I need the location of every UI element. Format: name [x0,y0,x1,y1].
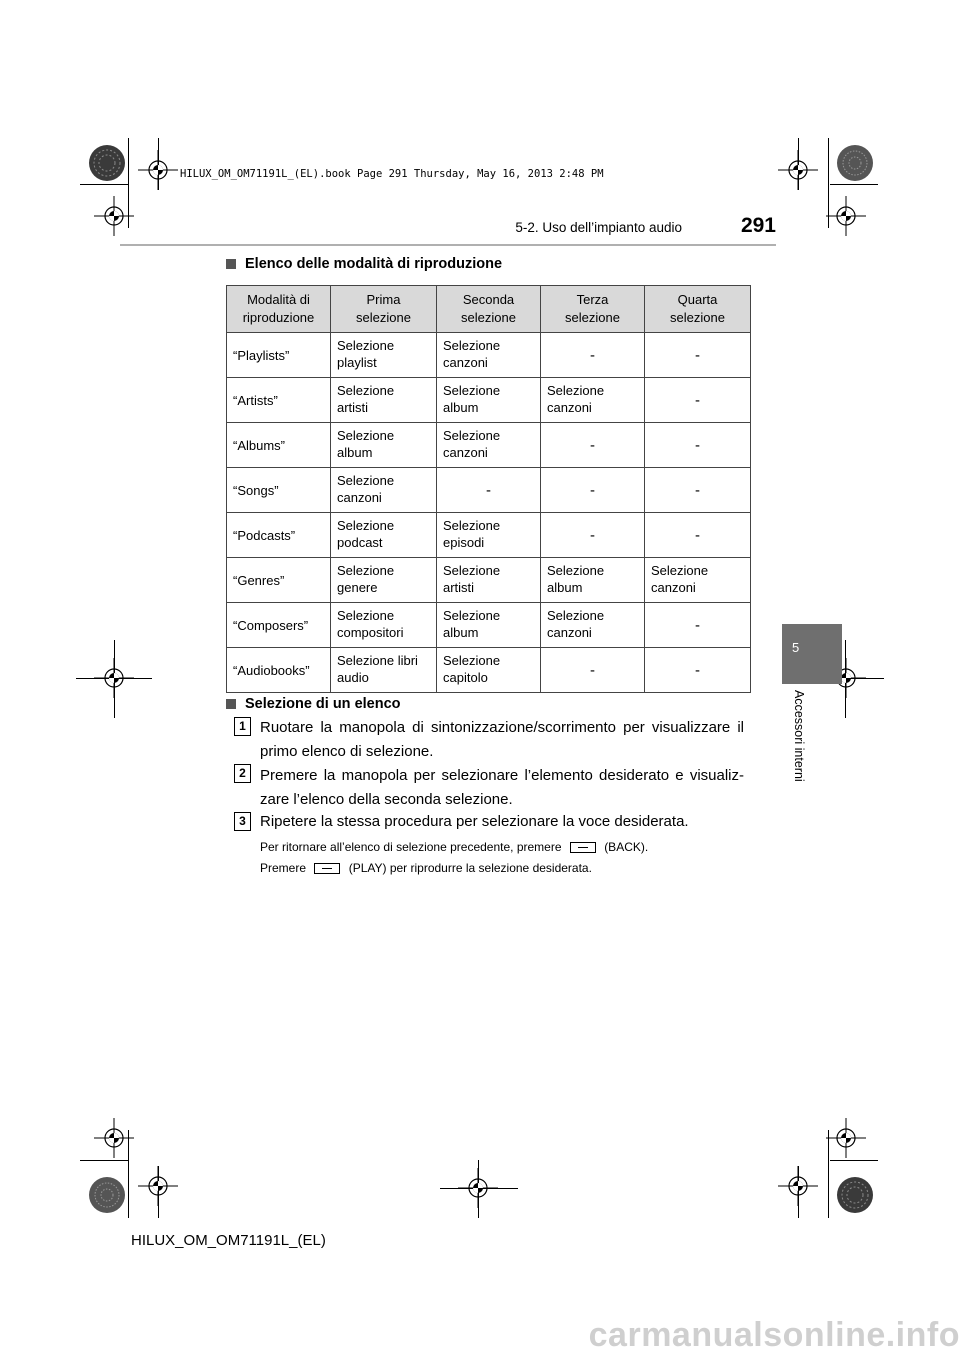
table-row [227,378,751,423]
step-text: Ripetere la stessa procedura per selezionare la voce desiderata. [260,813,689,830]
selection-cell: - [541,423,645,468]
registration-mark-icon [826,1118,866,1158]
mode-name-cell: “Albums” [227,423,331,468]
back-button-icon [570,842,596,853]
column-header: Quarta selezione [645,286,751,333]
section-heading [226,256,502,272]
mode-name-cell: “Playlists” [227,333,331,378]
selection-cell: - [541,333,645,378]
selection-cell: Selezione podcast [331,513,437,558]
section-heading-text: Selezione di un elenco [245,696,401,712]
table-row [227,603,751,648]
column-header: Seconda selezione [437,286,541,333]
play-button-icon [314,863,340,874]
table-row [227,333,751,378]
selection-cell: Selezione playlist [331,333,437,378]
column-header: Terza selezione [541,286,645,333]
selection-cell: Selezione canzoni [331,468,437,513]
selection-cell: Selezione canzoni [541,603,645,648]
registration-mark-icon [458,1168,498,1208]
selection-cell: - [541,468,645,513]
selection-cell: Selezione album [331,423,437,468]
selection-cell: - [541,513,645,558]
playback-modes-table [226,285,751,693]
book-stamp: HILUX_OM_OM71191L_(EL).book Page 291 Thursday, May 16, 2013 2:48 PM [180,168,604,180]
note-text: (PLAY) per riprodurre la selezione desiderata. [348,861,592,875]
column-header: Modalità di riproduzione [227,286,331,333]
selection-cell: Selezione canzoni [437,333,541,378]
table-row [227,423,751,468]
page-number: 291 [740,214,776,237]
selection-cell: Selezione album [437,378,541,423]
note-text: Per ritornare all’elenco di selezione precedente, premere [260,840,562,854]
note-back [260,840,648,854]
section-heading [226,696,401,712]
table-row [227,558,751,603]
step-number: 2 [234,764,251,783]
selection-cell: Selezione album [437,603,541,648]
square-bullet-icon [226,259,236,269]
document-code: HILUX_OM_OM71191L_(EL) [131,1232,326,1249]
selection-cell: - [645,648,751,693]
selection-cell: - [541,648,645,693]
step-number: 3 [234,812,251,831]
registration-mark-icon [138,1166,178,1206]
table-header-row [227,286,751,333]
color-bar-disc-icon [836,144,874,182]
selection-cell: Selezione episodi [437,513,541,558]
selection-cell: - [645,378,751,423]
selection-cell: Selezione album [541,558,645,603]
note-text: Premere [260,861,307,875]
registration-mark-icon [138,150,178,190]
step-number: 1 [234,717,251,736]
registration-mark-icon [94,658,134,698]
selection-cell: Selezione canzoni [645,558,751,603]
note-text: (BACK). [604,840,649,854]
section-heading-text: Elenco delle modalità di riproduzione [245,256,503,272]
selection-cell: - [645,468,751,513]
square-bullet-icon [226,699,236,709]
selection-cell: Selezione compositori [331,603,437,648]
selection-cell: Selezione capitolo [437,648,541,693]
registration-mark-icon [94,196,134,236]
step-text: Ruotare la manopola di sintonizzazione/scorrimento per visualizzare il primo elenco di selezione. [260,719,744,760]
color-bar-disc-icon [836,1176,874,1214]
mode-name-cell: “Audiobooks” [227,648,331,693]
step-text: Premere la manopola per selezionare l’elemento desiderato e visualiz-zare l’elenco della seconda selezione. [260,767,744,808]
mode-name-cell: “Composers” [227,603,331,648]
color-bar-disc-icon [88,1176,126,1214]
registration-mark-icon [778,150,818,190]
selection-cell: Selezione artisti [437,558,541,603]
mode-name-cell: “Podcasts” [227,513,331,558]
selection-cell: - [645,333,751,378]
registration-mark-icon [778,1166,818,1206]
color-bar-disc-icon [88,144,126,182]
section-title: 5-2. Uso dell’impianto audio [515,220,682,235]
chapter-tab [782,624,842,684]
note-play [260,861,592,875]
mode-name-cell: “Genres” [227,558,331,603]
registration-mark-icon [94,1118,134,1158]
table-row [227,648,751,693]
selection-cell: Selezione canzoni [437,423,541,468]
chapter-number: 5 [792,640,800,655]
selection-cell: Selezione canzoni [541,378,645,423]
selection-cell: - [437,468,541,513]
selection-cell: - [645,423,751,468]
selection-cell: - [645,603,751,648]
table-row [227,468,751,513]
mode-name-cell: “Artists” [227,378,331,423]
registration-mark-icon [826,196,866,236]
selection-cell: Selezione artisti [331,378,437,423]
selection-cell: Selezione genere [331,558,437,603]
selection-cell: Selezione libri audio [331,648,437,693]
selection-cell: - [645,513,751,558]
column-header: Prima selezione [331,286,437,333]
table-row [227,513,751,558]
mode-name-cell: “Songs” [227,468,331,513]
watermark: carmanualsonline.info [588,1316,960,1354]
chapter-title: Accessori interni [792,690,806,782]
header-rule [120,244,776,246]
